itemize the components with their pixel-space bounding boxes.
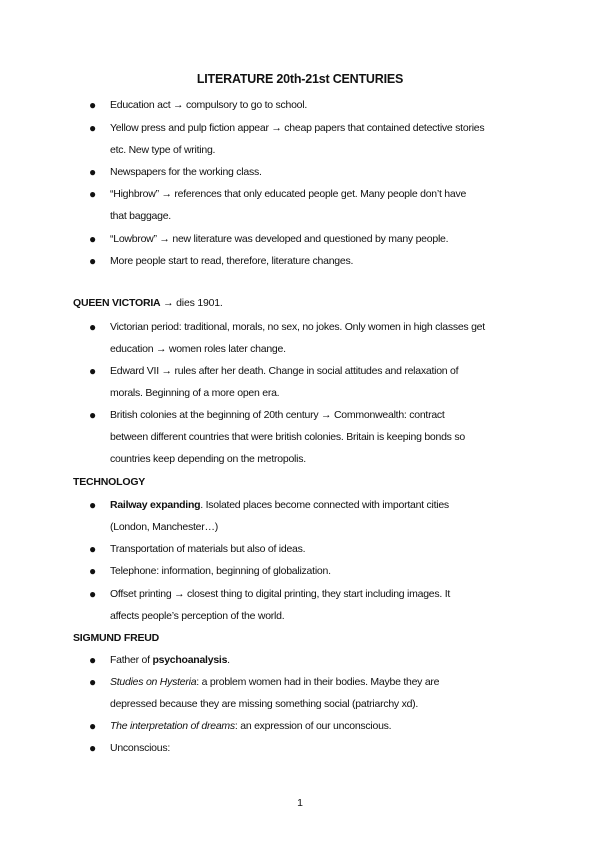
bullet-icon: ● — [89, 498, 97, 512]
bullet-icon: ● — [89, 542, 97, 556]
italic-title: Studies on Hysteria — [110, 676, 197, 688]
list-item — [110, 499, 449, 511]
bullet-icon: ● — [89, 653, 97, 667]
list-item: Unconscious: — [110, 742, 171, 754]
bullet-icon: ● — [89, 121, 97, 135]
list-item-continuation: countries keep depending on the metropolis. — [110, 453, 306, 465]
list-item: British colonies at the beginning of 20th century → Commonwealth: contract — [110, 409, 445, 421]
bullet-icon: ● — [89, 408, 97, 422]
list-item: Newspapers for the working class. — [110, 166, 262, 178]
list-item: Telephone: information, beginning of globalization. — [110, 565, 331, 577]
item-text: Father of — [110, 654, 153, 666]
section-heading-technology: TECHNOLOGY — [73, 476, 146, 488]
heading-subtext: → dies 1901. — [160, 297, 223, 309]
item-text: : an expression of our unconscious. — [234, 720, 392, 732]
bullet-icon: ● — [89, 741, 97, 755]
italic-title: The interpretation of dreams — [110, 720, 235, 732]
list-item: Yellow press and pulp fiction appear → cheap papers that contained detective stories — [110, 122, 485, 134]
list-item-continuation: depressed because they are missing something social (patriarchy xd). — [110, 698, 419, 710]
bullet-icon: ● — [89, 254, 97, 268]
list-item-continuation: affects people’s perception of the world. — [110, 610, 285, 622]
list-item: “Lowbrow” → new literature was developed and questioned by many people. — [110, 233, 449, 245]
list-item: Offset printing → closest thing to digital printing, they start including images. It — [110, 588, 451, 600]
bullet-icon: ● — [89, 187, 97, 201]
section-heading-sigmund-freud: SIGMUND FREUD — [73, 632, 160, 644]
bullet-icon: ● — [89, 320, 97, 334]
heading-text: QUEEN VICTORIA — [73, 297, 161, 309]
list-item-continuation: etc. New type of writing. — [110, 144, 216, 156]
item-text: . — [227, 654, 230, 666]
page-title: LITERATURE 20th-21st CENTURIES — [196, 72, 404, 86]
bullet-icon: ● — [89, 364, 97, 378]
list-item-continuation: morals. Beginning of a more open era. — [110, 387, 280, 399]
list-item — [110, 654, 230, 666]
list-item-continuation: education → women roles later change. — [110, 343, 286, 355]
list-item-continuation: between different countries that were british colonies. Britain is keeping bonds so — [110, 431, 465, 443]
list-item: Edward VII → rules after her death. Change in social attitudes and relaxation of — [110, 365, 459, 377]
list-item: More people start to read, therefore, literature changes. — [110, 255, 354, 267]
list-item — [110, 676, 439, 688]
list-item — [110, 720, 391, 732]
list-item-continuation: that baggage. — [110, 210, 171, 222]
item-text: : a problem women had in their bodies. Maybe they are — [196, 676, 440, 688]
item-text: . Isolated places become connected with important cities — [200, 499, 449, 511]
page-number: 1 — [297, 797, 303, 809]
bold-term: Railway expanding — [110, 499, 201, 511]
bullet-icon: ● — [89, 587, 97, 601]
list-item: Education act → compulsory to go to school. — [110, 99, 308, 111]
list-item-continuation: (London, Manchester…) — [110, 521, 218, 533]
section-heading-queen-victoria — [73, 297, 223, 309]
list-item: Transportation of materials but also of ideas. — [110, 543, 306, 555]
bullet-icon: ● — [89, 675, 97, 689]
bullet-icon: ● — [89, 564, 97, 578]
bullet-icon: ● — [89, 232, 97, 246]
bold-term: psychoanalysis — [152, 654, 228, 666]
bullet-icon: ● — [89, 165, 97, 179]
bullet-icon: ● — [89, 98, 97, 112]
list-item: “Highbrow” → references that only educated people get. Many people don’t have — [110, 188, 467, 200]
list-item: Victorian period: traditional, morals, no sex, no jokes. Only women in high classes get — [110, 321, 485, 333]
bullet-icon: ● — [89, 719, 97, 733]
